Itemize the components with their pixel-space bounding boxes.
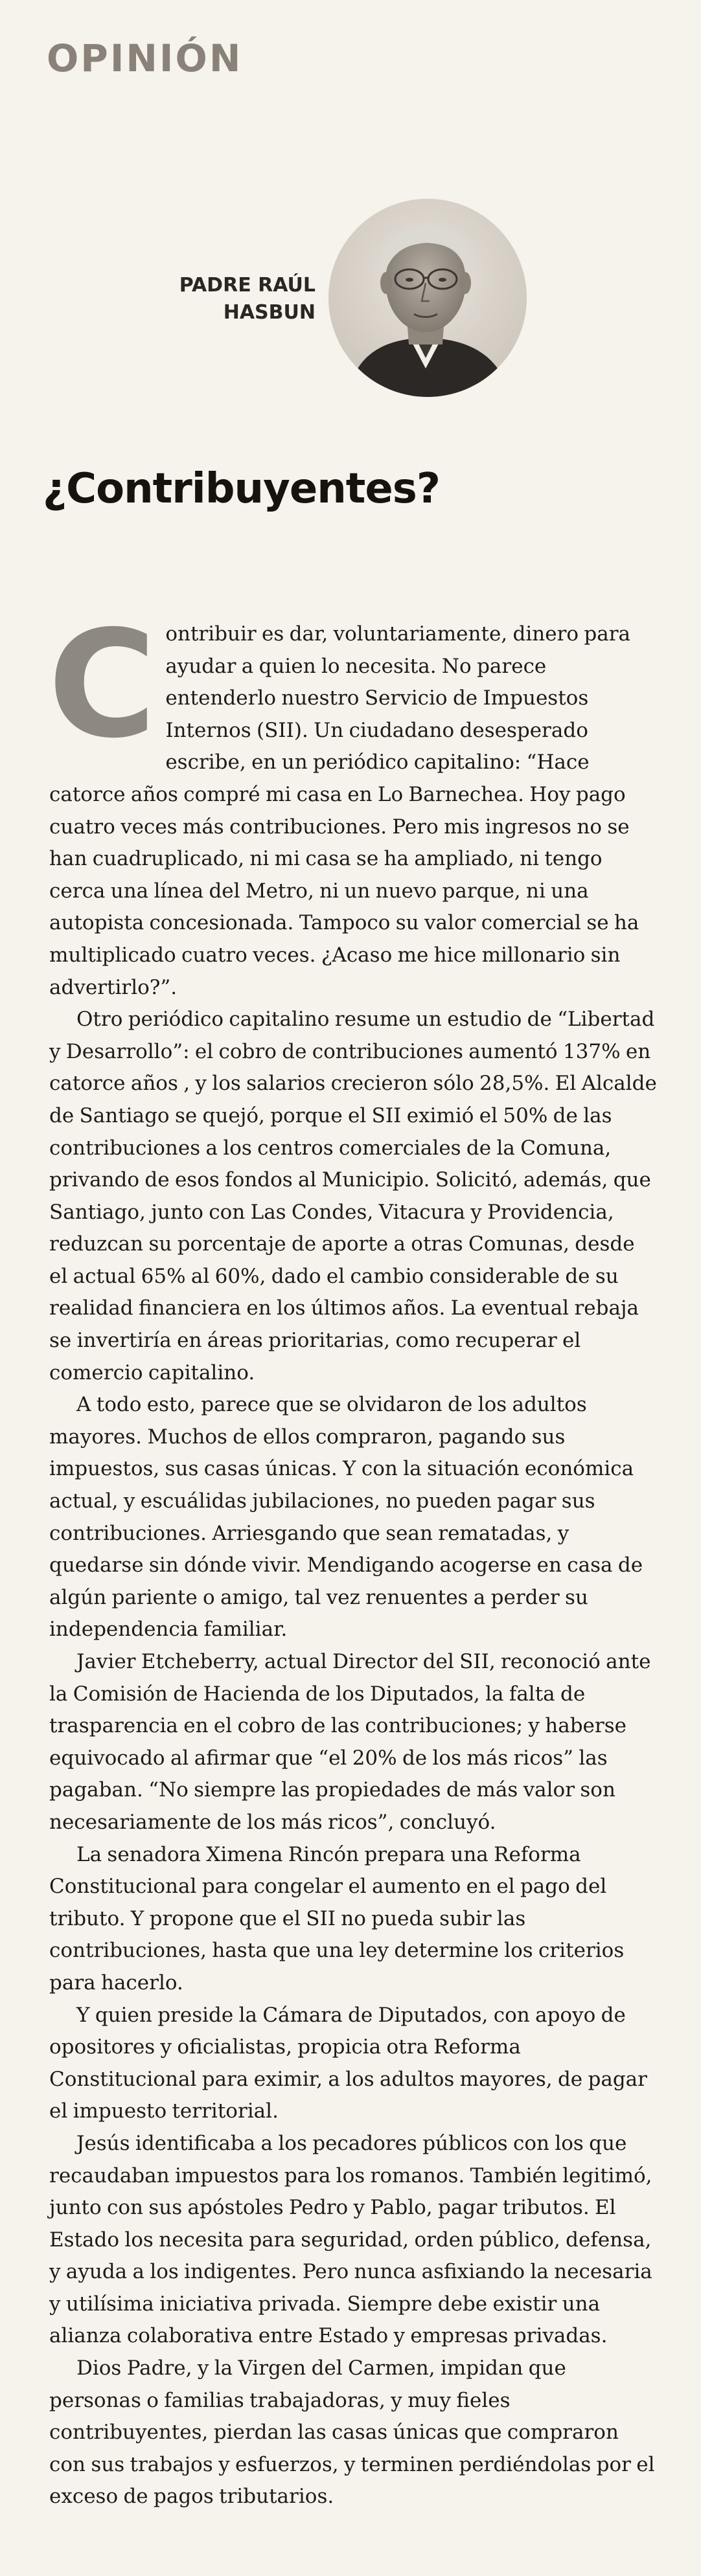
section-label: OPINIÓN [47, 36, 243, 80]
paragraph-text: ontribuir es dar, voluntariamente, dinero para ayudar a quien lo necesita. No parece entenderlo nuestro Servicio de Impuestos Internos (SII). Un ciudadano desesperado escribe, en un periódico capitalino: “Hace catorce años compré mi casa en Lo Barnechea. Hoy pago cuatro veces más contribuciones. Pero mis ingresos no se han cuadruplicado, ni mi casa se ha ampliado, ni tengo cerca una línea del Metro, ni un nuevo parque, ni una autopista concesionada. Tampoco su valor comercial se ha multiplicado cuatro veces. ¿Acaso me hice millonario sin advertirlo?”. [49, 622, 639, 999]
drop-cap: C [48, 598, 157, 771]
article-paragraph: A todo esto, parece que se olvidaron de los adultos mayores. Muchos de ellos compraron, pagando sus impuestos, sus casas únicas. Y con la situación económica actual, y escuálidas jubilaciones, no pueden pagar sus contribuciones. Arriesgando que sean rematadas, y quedarse sin dónde vivir. Mendigando acogerse en casa de algún pariente o amigo, tal vez renuentes a perder su independencia familiar. [49, 1393, 643, 1642]
author-byline [179, 272, 316, 326]
article-paragraph: Otro periódico capitalino resume un estudio de “Libertad y Desarrollo”: el cobro de contribuciones aumentó 137% en catorce años , y los salarios crecieron sólo 28,5%. El Alcalde de Santiago se quejó, porque el SII eximió el 50% de las contribuciones a los centros comerciales de la Comuna, privando de esos fondos al Municipio. Solicitó, además, que Santiago, junto con Las Condes, Vitacura y Providencia, reduzcan su porcentaje de aporte a otras Comunas, desde el actual 65% al 60%, dado el cambio considerable de su realidad financiera en los últimos años. La eventual rebaja se invertiría en áreas prioritarias, como recuperar el comercio capitalino. [49, 1008, 657, 1384]
article-paragraph: Y quien preside la Cámara de Diputados, con apoyo de opositores y oficialistas, propicia otra Reforma Constitucional para eximir, a los adultos mayores, de pagar el impuesto territorial. [49, 2003, 647, 2123]
article-body [48, 598, 658, 2513]
article-paragraph: Jesús identificaba a los pecadores públicos con los que recaudaban impuestos para los romanos. También legitimó, junto con sus apóstoles Pedro y Pablo, pagar tributos. El Estado los necesita para seguridad, orden público, defensa, y ayuda a los indigentes. Pero nunca asfixiando la necesaria y utilísima iniciativa privada. Siempre debe existir una alianza colaborativa entre Estado y empresas privadas. [49, 2131, 652, 2348]
article-headline: ¿Contribuyentes? [43, 465, 440, 513]
article-paragraph: Javier Etcheberry, actual Director del SII, reconoció ante la Comisión de Hacienda de los Diputados, la falta de trasparencia en el cobro de las contribuciones; y haberse equivocado al afirmar que “el 20% de los más ricos” las pagaban. “No siempre las propiedades de más valor son necesariamente de los más ricos”, concluyó. [49, 1650, 651, 1834]
author-portrait [328, 199, 527, 397]
article-paragraph: Dios Padre, y la Virgen del Carmen, impidan que personas o familias trabajadoras, y muy fieles contribuyentes, pierdan las casas únicas que compraron con sus trabajos y esfuerzos, y terminen perdiéndolas por el exceso de pagos tributarios. [49, 2356, 655, 2509]
author-name-line2: HASBUN [223, 301, 316, 324]
author-portrait-illustration [328, 199, 527, 397]
author-name-line1: PADRE RAÚL [179, 274, 316, 297]
article-paragraph [48, 598, 658, 1004]
article-paragraph: La senadora Ximena Rincón prepara una Reforma Constitucional para congelar el aumento en el pago del tributo. Y propone que el SII no pueda subir las contribuciones, hasta que una ley determine los criterios para hacerlo. [49, 1842, 625, 1994]
